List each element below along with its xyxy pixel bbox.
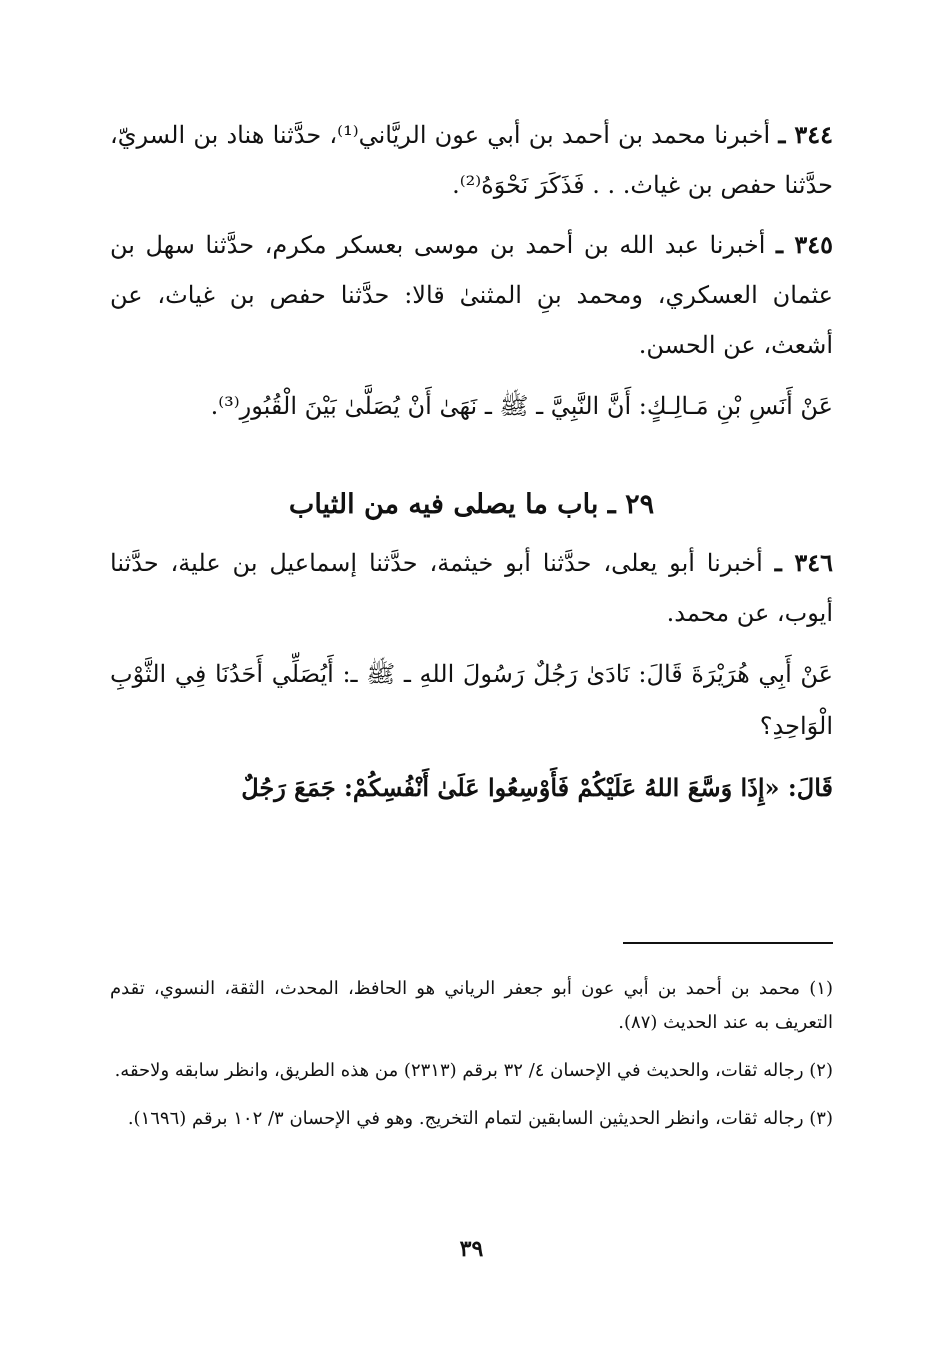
- footnote-divider: [623, 942, 833, 944]
- footnote-1: (١) محمد بن أحمد بن أبي عون أبو جعفر الرياني هو الحافظ، المحدث، الثقة، النسوي، تقدم التعريف به عند الحديث (٨٧).: [110, 978, 833, 1033]
- hadith-chain-345: [110, 220, 833, 370]
- hadith-number: ٣٤٤ ـ: [778, 120, 833, 149]
- page-number: ٣٩: [459, 1236, 484, 1262]
- hadith-text-abu-hurayrah: عَنْ أَبِي هُرَيْرَةَ قَالَ: نَادَىٰ رَجُلٌ رَسُولَ اللهِ ـ ﷺ ـ: أَيُصَلِّي أَحَدُنَا فِي الثَّوْبِ الْوَاحِدِ؟: [110, 660, 833, 740]
- chapter-title: ٢٩ ـ باب ما يصلى فيه من الثياب: [288, 489, 655, 520]
- chain-text: أخبرنا عبد الله بن أحمد بن موسى بعسكر مكرم، حدَّثنا سهل بن عثمان العسكري، ومحمد بنِ المثنىٰ قالا: حدَّثنا حفص بن غياث، عن أشعث، عن الحسن.: [110, 231, 833, 359]
- chain-text: أخبرنا محمد بن أحمد بن أبي عون الريَّاني⁽¹⁾، حدَّثنا هناد بن السريّ، حدَّثنا حفص بن غياث. . . فَذَكَرَ نَحْوَهُ⁽²⁾.: [110, 121, 833, 199]
- hadith-text-answer: قَالَ: «إِذَا وَسَّعَ اللهُ عَلَيْكُمْ فَأَوْسِعُوا عَلَىٰ أَنْفُسِكُمْ: جَمَعَ رَجُلٌ: [241, 773, 833, 802]
- footnote-2: (٢) رجاله ثقات، والحديث في الإحسان ٤/ ٣٢ برقم (٢٣١٣) من هذه الطريق، وانظر سابقه ولاحقه.: [114, 1060, 833, 1081]
- hadith-number: ٣٤٦ ـ: [774, 548, 833, 577]
- footnote-3: (٣) رجاله ثقات، وانظر الحديثين السابقين لتمام التخريج. وهو في الإحسان ٣/ ١٠٢ برقم (١٦٩٦).: [127, 1108, 833, 1129]
- hadith-text-anas: عَنْ أَنَسِ بْنِ مَـالِـكٍ: أَنَّ النَّبِيَّ ـ ﷺ ـ نَهَىٰ أَنْ يُصَلَّىٰ بَيْنَ الْقُبُورِ⁽³⁾.: [210, 392, 833, 420]
- chain-text: أخبرنا أبو يعلى، حدَّثنا أبو خيثمة، حدَّثنا إسماعيل بن علية، حدَّثنا أيوب، عن محمد.: [110, 549, 833, 627]
- hadith-number: ٣٤٥ ـ: [776, 230, 833, 259]
- hadith-chain-344: [110, 110, 833, 210]
- hadith-chain-346: [110, 538, 833, 638]
- book-page: [110, 110, 833, 1292]
- footnotes: [110, 972, 833, 1150]
